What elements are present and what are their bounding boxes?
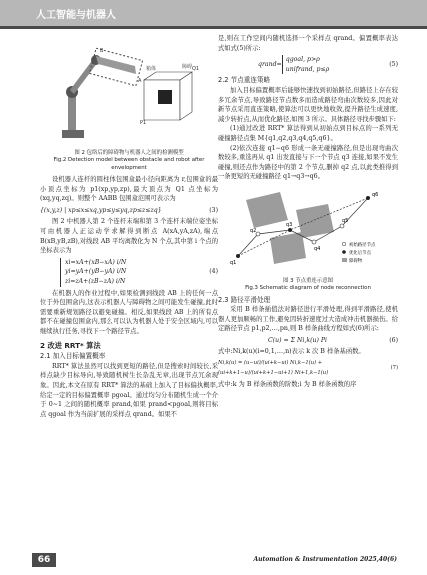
- page-footer: [0, 553, 427, 575]
- paragraph: (1)通过改进 RRT* 算法得到从初始点到目标点的一系列无碰撞路径点集 M{q1,q2,q3,q4,q5,q6}。: [218, 125, 398, 142]
- paragraph: (2)依次连接 q1−q6 形成一条无碰撞路径,但是出现弯曲次数较多,重选再从 q1 出发直接与下一个节点 q3 连接,如果不发生碰撞,则还点作为路径中的第 2 个节点,删掉 q2 点,以此类推得到一条更短的无碰撞路径 q1→q3→q6。: [218, 144, 398, 181]
- paragraph: 设机器人连杆的圆柱体包围盒最小径向距离为 r,包围盒的最小顶点坐标为 p1(xp,yp,zp),最大顶点为 Q1 点坐标为(xq,yq,zq)。则整个 AABB 包围盒范围可表示为: [40, 176, 218, 203]
- label-q2: q2: [250, 227, 257, 234]
- label-q3: q3: [286, 221, 293, 228]
- figure-3-node-reconnection: [218, 182, 398, 274]
- fig2-caption-en: Fig.2 Detection model between obstacle and robot after envelopment: [53, 157, 205, 171]
- header-rule: [0, 26, 427, 29]
- svg-text:Q1: Q1: [192, 66, 200, 72]
- subsection-heading: 2.1 加入目标偏置概率: [40, 352, 106, 361]
- svg-text:P1: P1: [140, 120, 147, 126]
- robot-base: [62, 130, 84, 138]
- equation-7: Ni,k(u) = (u−ui)/(ui+k−ui) Ni,k−1(u) + (ui+k+1−u)/(ui+k+1−ui+1) Ni+1,k−1(u) (7): [218, 360, 398, 376]
- obstacle-box: [140, 63, 199, 126]
- label-q1: q1: [230, 259, 237, 266]
- label-A: A: [138, 78, 142, 84]
- svg-text:障碍物: 障碍物: [349, 258, 363, 264]
- robot-link-3: [96, 56, 136, 74]
- journal-name: Automation & Instrumentation 2025,40(6): [253, 556, 397, 563]
- robot-link-1: [68, 94, 76, 130]
- node-q5: [340, 224, 344, 228]
- subsection-heading: 2.2 节点重连策略: [218, 76, 271, 85]
- node-q3: [288, 228, 292, 232]
- fig3-caption-en: Fig.3 Schematic diagram of node reconnection: [245, 285, 371, 291]
- equation-5: qrand= qgoal, p>ρ unifrand, p≤ρ (5): [258, 56, 398, 73]
- label-q6: q6: [372, 191, 379, 198]
- paragraph: 图 2 中机器人第 2 个连杆末端和第 3 个连杆末端位姿坐标可由机器人正运动学求解得到断点 A(xA,yA,zA),端点 B(xB,yB,zB),对线段 AB 平均离散化为 N 个点,其中第 i 个点的坐标表示为: [40, 218, 218, 255]
- section-title: 人工智能与机器人: [36, 10, 116, 21]
- subsection-heading: 2.3 路径平滑处理: [218, 295, 271, 304]
- obstacle-3: [270, 232, 306, 264]
- node-q6: [366, 196, 370, 200]
- equation-4: xi=xA+(xB−xA) i/N yi=yA+(yB−yA) i/N zi=zA+(zB−zA) i/N (4): [40, 258, 218, 287]
- paragraph: 式中:k 为 B 样条函数的阶数;i 为 B 样条函数的序: [218, 381, 357, 389]
- label-q4: q4: [314, 245, 321, 252]
- equation-6: C(u) = Σ Ni,k(u) Pi (6): [268, 336, 398, 344]
- fig2-caption-cn: 图 2 包络后的障碍物与机器人之间的检测模型: [74, 149, 184, 156]
- label-B: B: [100, 48, 104, 54]
- label-q5: q5: [342, 217, 349, 224]
- paragraph: RRT* 算法虽然可以找到更短的路径,但是搜索时间较长,采样点缺少目标导向,导致随机树生长杂乱无章,出现节点冗余现象。因此,本文在原有 RRT* 算法的基础上加入了目标偏执概率,给定一定的目标偏置概率 pgoal。通过均匀分布随机生成一个介于 0~1 之间的随机概率 prand,如果 prand<pgoal,则将目标点 qgoal 作为当前扩展的采样点 qrand。如果不: [40, 362, 218, 418]
- svg-text:优化后节点: 优化后节点: [349, 250, 371, 256]
- paragraph: 采用 B 样条插值法对路径进行平滑处理,得到平滑路径,使机器人更加顺畅的工作,避免因转折速度过大造成冲击机器损伤。给定路径节点 p1,p2,…,pn,则 B 样条曲线方程如式(6)所示:: [218, 306, 398, 333]
- equation-3: {(x,y,z) | xp≤x≤xq,yp≤y≤yq,zp≤z≤zq} (3): [40, 206, 218, 214]
- svg-text:初始路径节点: 初始路径节点: [349, 242, 376, 248]
- obstacle-1: [246, 192, 288, 228]
- paragraph: 加入目标偏置概率后能够快速找到初始路径,但路径上存在较多冗余节点,导致路径节点数多而造成路径弯曲次数较多,因此对新节点采用直连策略,使算法可以更快地收敛,提升路径生成速度,减少转折点,从而优化路径,如图 3 所示。具体路径寻找步骤如下:: [218, 86, 398, 123]
- box-label: 箱体: [146, 66, 157, 72]
- node-q1: [236, 254, 240, 258]
- paragraph: 式中:Ni,k(u)(i=0,1,…,n)表示 k 次 B 样条基函数。: [218, 348, 365, 356]
- section-heading: 2 改进 RRT* 算法: [40, 340, 101, 350]
- paragraph: 在机器人的作业过程中,如果检测到线段 AB 上的任何一点位于外包围盒内,这表示机器人与障碍物之间可能发生碰撞,此时需要重新规划路径以避免碰撞。相反,如果线段 AB 上的所有点都不在碰撞包围盒内,那么可以认为机器人处于安全区域内,可以继续执行任务,寻找下一个路径节点。: [40, 289, 218, 335]
- right-column: [218, 34, 398, 390]
- page-number: 66: [32, 553, 56, 567]
- fig3-legend: [342, 241, 376, 264]
- paragraph: 是,则在工作空间内随机选择一个采样点 qrand。偏置概率表达式如式(5)所示:: [218, 35, 398, 52]
- node-q4: [312, 240, 316, 244]
- node-q2: [256, 232, 260, 236]
- fig3-caption-cn: 图 3 节点重连示意图: [283, 277, 333, 284]
- left-column: [40, 34, 218, 419]
- obstacle-label: 障碍: [182, 64, 193, 70]
- figure-2-robot-obstacle: [40, 34, 218, 146]
- header-band: [0, 0, 427, 26]
